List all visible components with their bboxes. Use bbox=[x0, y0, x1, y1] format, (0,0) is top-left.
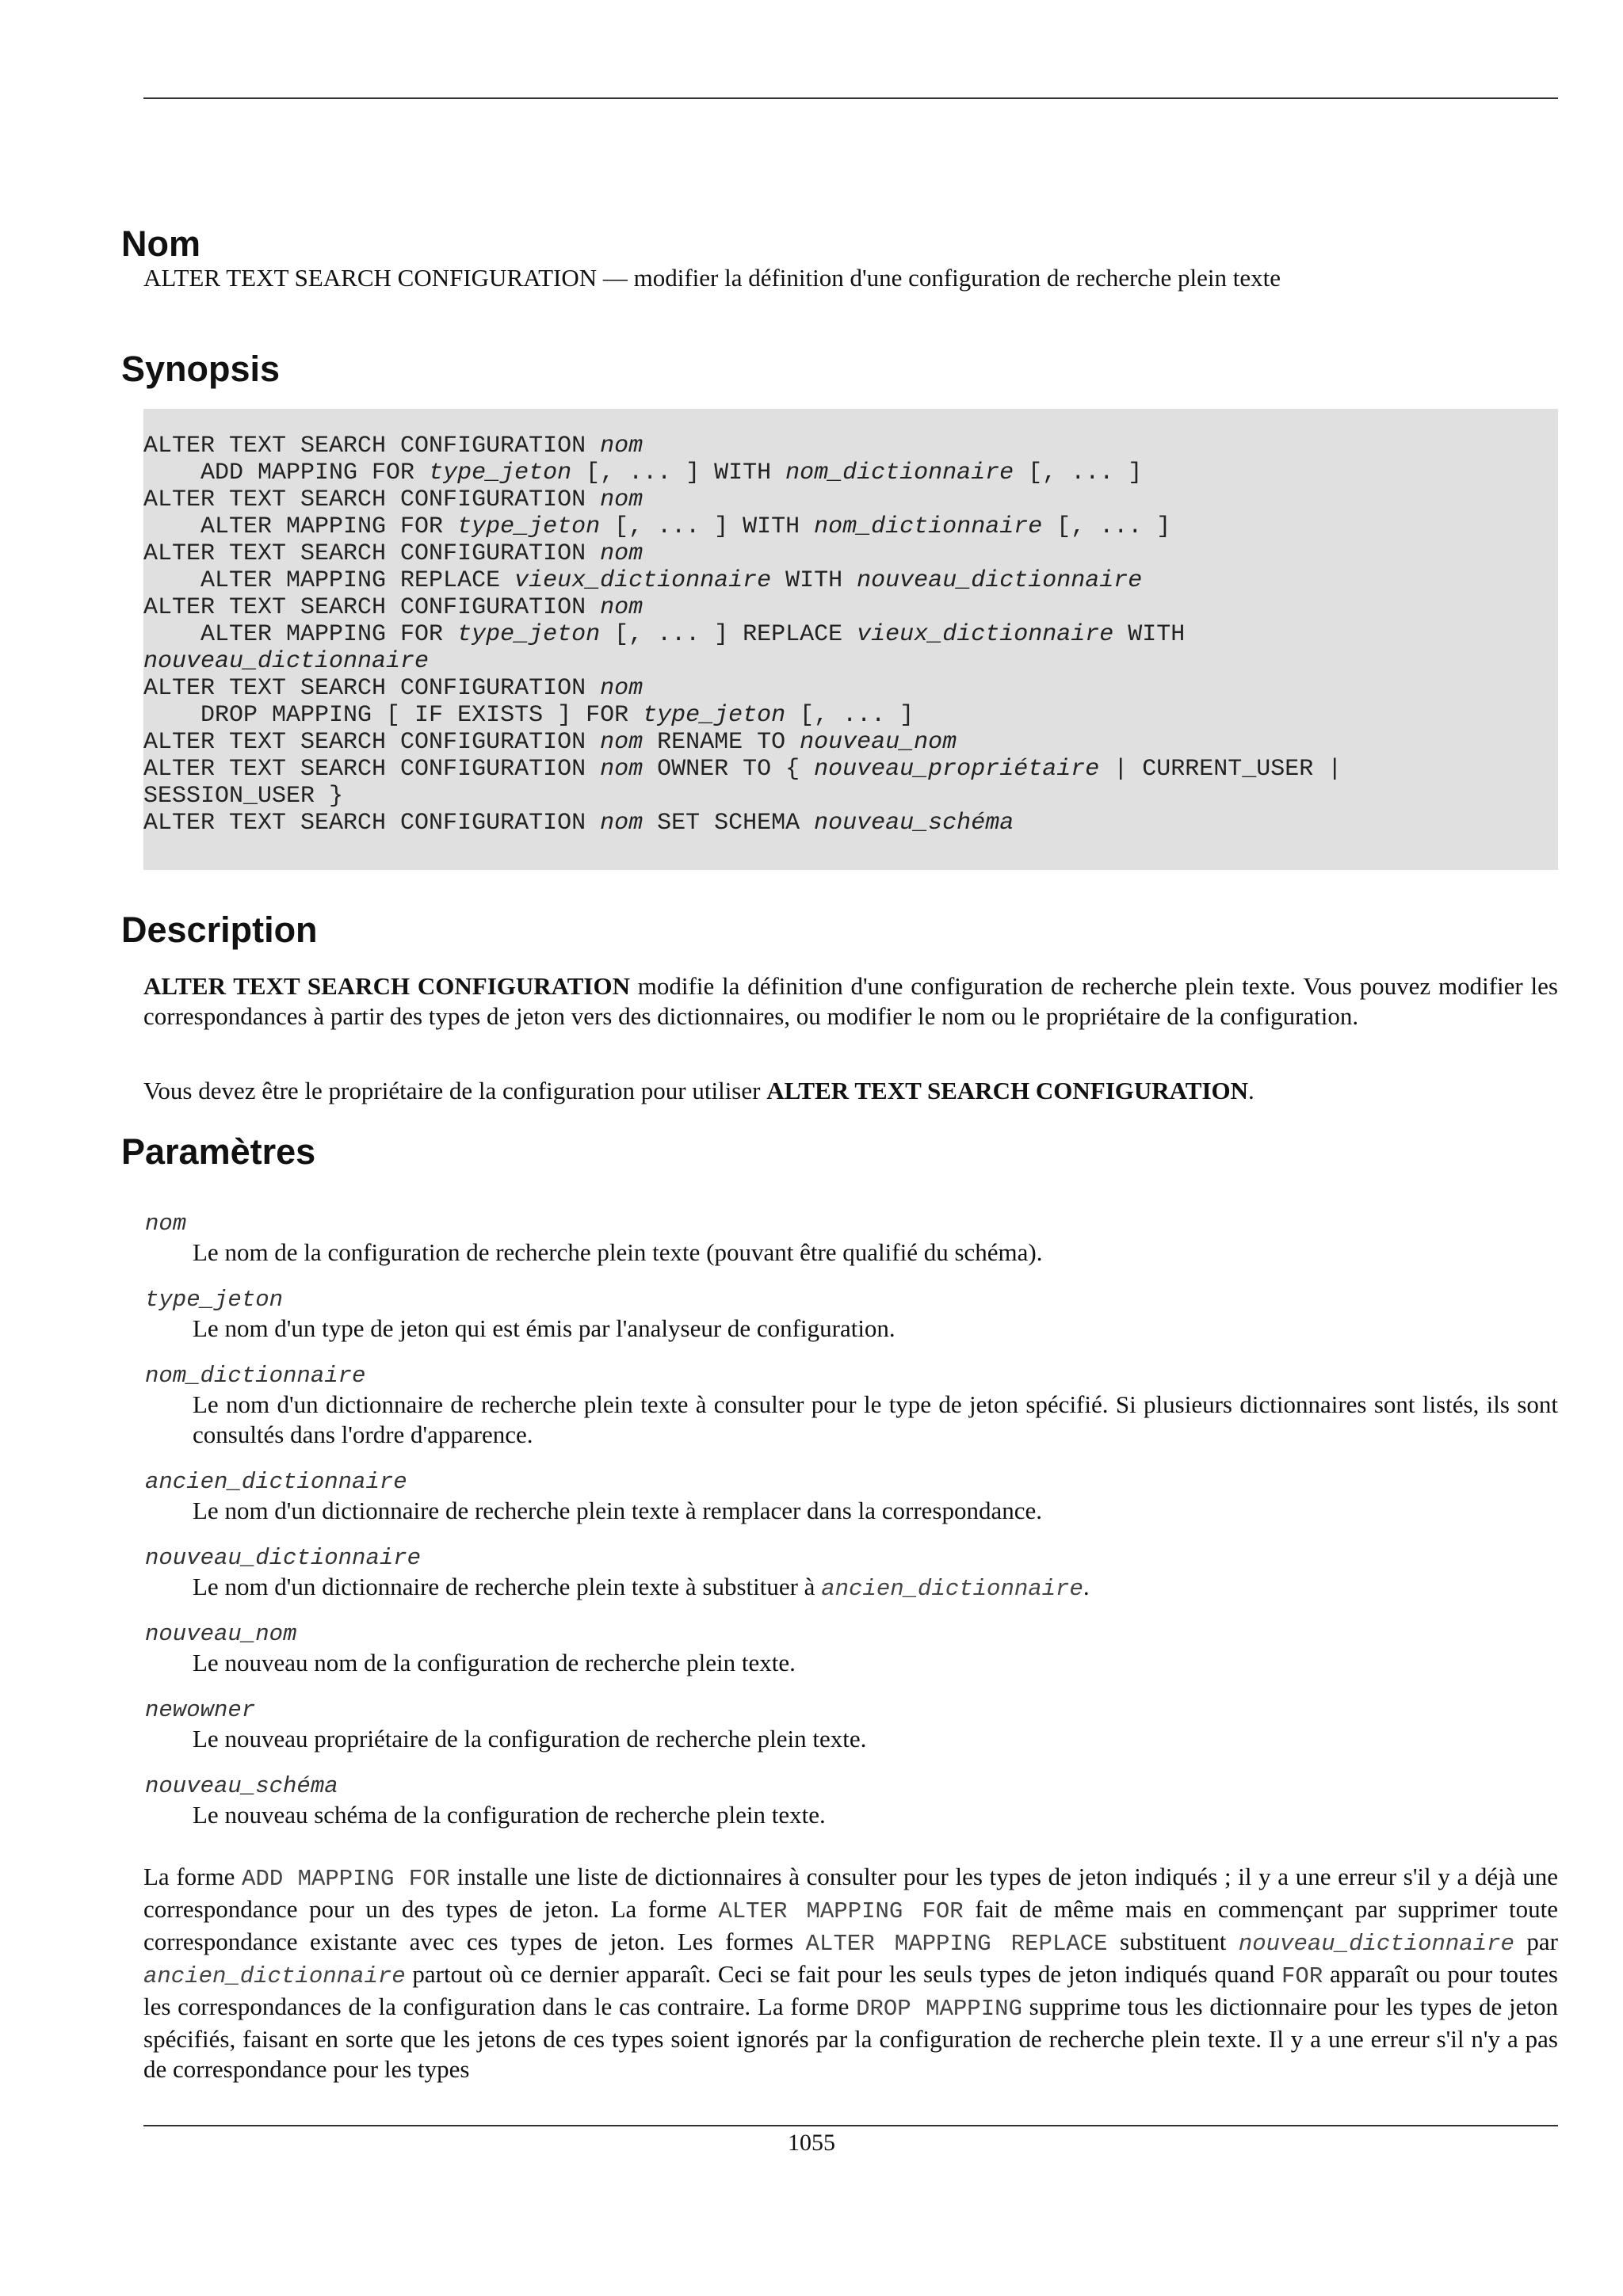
synopsis-placeholder: nom_dictionnaire bbox=[785, 460, 1014, 486]
inline-code: ancien_dictionnaire bbox=[143, 1963, 406, 1989]
param-term: nouveau_dictionnaire bbox=[145, 1545, 422, 1571]
synopsis-keyword-text: [, ... ] bbox=[785, 702, 915, 729]
synopsis-code bbox=[143, 433, 1342, 837]
inline-code: ADD MAPPING FOR bbox=[242, 1866, 450, 1892]
param-definition: Le nouveau nom de la configuration de recherche plein texte. bbox=[193, 1649, 796, 1676]
section-heading-synopsis: Synopsis bbox=[121, 349, 281, 389]
paragraph-text: par bbox=[1514, 1928, 1558, 1955]
paragraph-text: installe une liste de dictionnaires à consulter pour les types de jeton indiqués ; il y a une erreur s'il y a déjà une correspondance pour un des types de jeton. La forme bbox=[143, 1863, 1558, 1923]
synopsis-placeholder: nouveau_propriétaire bbox=[814, 756, 1100, 783]
inline-code: ancien_dictionnaire bbox=[821, 1576, 1083, 1602]
param-term: nom_dictionnaire bbox=[145, 1363, 366, 1389]
synopsis-placeholder: nouveau_nom bbox=[800, 729, 957, 756]
paragraph-text: partout où ce dernier apparaît. Ceci se fait pour les seuls types de jeton indiqués quand bbox=[405, 1960, 1282, 1988]
synopsis-keyword-text: ALTER MAPPING FOR bbox=[143, 621, 458, 648]
description-paragraph-1 bbox=[143, 971, 1558, 1032]
synopsis-code-block bbox=[143, 409, 1558, 870]
synopsis-keyword-text: WITH bbox=[771, 567, 857, 594]
paragraph-text: substituent bbox=[1107, 1928, 1239, 1955]
section-heading-nom: Nom bbox=[121, 223, 200, 264]
param-definition bbox=[193, 1572, 1558, 1604]
paragraph-text: apparaît ou pour toutes les correspondances de la configuration dans le cas contraire. La forme bbox=[143, 1960, 1558, 2020]
param-term: ancien_dictionnaire bbox=[145, 1469, 407, 1495]
inline-code: ALTER MAPPING FOR bbox=[718, 1898, 964, 1924]
synopsis-placeholder: nom bbox=[600, 594, 643, 621]
param-term: nouveau_nom bbox=[145, 1621, 297, 1647]
param-term: nom bbox=[145, 1211, 187, 1237]
paragraph-text: La forme bbox=[143, 1863, 242, 1890]
synopsis-keyword-text: [, ... ] WITH bbox=[600, 513, 815, 540]
synopsis-keyword-text: [, ... ] WITH bbox=[571, 460, 786, 486]
description-text: . bbox=[1248, 1077, 1254, 1104]
synopsis-placeholder: vieux_dictionnaire bbox=[857, 621, 1114, 648]
section-heading-parametres: Paramètres bbox=[121, 1131, 316, 1172]
synopsis-keyword-text: ALTER TEXT SEARCH CONFIGURATION bbox=[143, 433, 601, 460]
synopsis-placeholder: nouveau_schéma bbox=[814, 810, 1014, 837]
paragraph-text: supprime tous les dictionnaire pour les types de jeton spécifiés, faisant en sorte que les jetons de ces types soient ignorés par la configuration de recherche plein texte. Il y a une erreur s'il n'y a pas de correspondance pour les types bbox=[143, 1993, 1558, 2083]
synopsis-keyword-text: ALTER TEXT SEARCH CONFIGURATION bbox=[143, 675, 601, 702]
synopsis-placeholder: type_jeton bbox=[643, 702, 786, 729]
synopsis-placeholder: nom bbox=[600, 810, 643, 837]
synopsis-keyword-text: WITH bbox=[1113, 621, 1186, 648]
synopsis-placeholder: nom_dictionnaire bbox=[814, 513, 1043, 540]
synopsis-placeholder: type_jeton bbox=[429, 460, 572, 486]
synopsis-keyword-text: SESSION_USER } bbox=[143, 783, 344, 810]
synopsis-keyword-text: OWNER TO { bbox=[643, 756, 815, 783]
synopsis-keyword-text: ALTER TEXT SEARCH CONFIGURATION bbox=[143, 810, 601, 837]
synopsis-keyword-text: ALTER TEXT SEARCH CONFIGURATION bbox=[143, 729, 601, 756]
synopsis-placeholder: nom bbox=[600, 729, 643, 756]
synopsis-keyword-text: ALTER TEXT SEARCH CONFIGURATION bbox=[143, 540, 601, 567]
synopsis-keyword-text: ALTER MAPPING REPLACE bbox=[143, 567, 515, 594]
synopsis-placeholder: nom bbox=[600, 756, 643, 783]
param-definition: Le nouveau propriétaire de la configuration de recherche plein texte. bbox=[193, 1725, 867, 1753]
synopsis-placeholder: type_jeton bbox=[457, 513, 601, 540]
synopsis-placeholder: nom bbox=[600, 433, 643, 460]
param-definition-text: . bbox=[1083, 1573, 1090, 1600]
synopsis-placeholder: nouveau_dictionnaire bbox=[857, 567, 1143, 594]
section-heading-description: Description bbox=[121, 910, 318, 950]
description-text: modifie la définition d'une configuration de recherche plein texte. Vous pouvez modifier les correspondances à partir des types de jeton vers des dictionnaires, ou modifier le nom ou le propriétaire de la configuration. bbox=[143, 972, 1558, 1030]
inline-code: ALTER MAPPING REPLACE bbox=[805, 1931, 1108, 1957]
synopsis-keyword-text: ALTER TEXT SEARCH CONFIGURATION bbox=[143, 594, 601, 621]
synopsis-keyword-text: ALTER MAPPING FOR bbox=[143, 513, 458, 540]
param-term: type_jeton bbox=[145, 1287, 284, 1313]
nom-line: ALTER TEXT SEARCH CONFIGURATION — modifier la définition d'une configuration de recherche plein texte bbox=[143, 264, 1281, 292]
command-name: ALTER TEXT SEARCH CONFIGURATION bbox=[766, 1077, 1249, 1104]
param-definition: Le nom d'un dictionnaire de recherche plein texte à consulter pour le type de jeton spécifié. Si plusieurs dictionnaires sont listés, ils sont consultés dans l'ordre d'apparence. bbox=[193, 1390, 1558, 1448]
inline-code: DROP MAPPING bbox=[856, 1996, 1022, 2022]
header-rule bbox=[143, 97, 1558, 99]
synopsis-keyword-text: [, ... ] REPLACE bbox=[600, 621, 857, 648]
description-paragraph-2 bbox=[143, 1076, 1558, 1106]
inline-code: FOR bbox=[1281, 1963, 1323, 1989]
synopsis-placeholder: nom bbox=[600, 486, 643, 513]
synopsis-placeholder: type_jeton bbox=[457, 621, 601, 648]
command-name: ALTER TEXT SEARCH CONFIGURATION bbox=[143, 972, 630, 1000]
page-number: 1055 bbox=[788, 2130, 835, 2156]
synopsis-keyword-text: ALTER TEXT SEARCH CONFIGURATION bbox=[143, 486, 601, 513]
param-definition: Le nouveau schéma de la configuration de recherche plein texte. bbox=[193, 1801, 826, 1829]
synopsis-keyword-text: DROP MAPPING [ IF EXISTS ] FOR bbox=[143, 702, 643, 729]
synopsis-keyword-text: RENAME TO bbox=[643, 729, 800, 756]
forms-explanation-paragraph bbox=[143, 1862, 1558, 2084]
description-text: Vous devez être le propriétaire de la configuration pour utiliser bbox=[143, 1077, 767, 1104]
paragraph-text: fait de même mais en commençant par supprimer toute correspondance existante avec ces types de jeton. Les formes bbox=[143, 1895, 1558, 1955]
footer-rule bbox=[143, 2125, 1558, 2126]
synopsis-keyword-text: [, ... ] bbox=[1014, 460, 1143, 486]
param-definition: Le nom de la configuration de recherche plein texte (pouvant être qualifié du schéma). bbox=[193, 1238, 1043, 1266]
synopsis-keyword-text: [, ... ] bbox=[1042, 513, 1171, 540]
param-definition: Le nom d'un dictionnaire de recherche plein texte à remplacer dans la correspondance. bbox=[193, 1497, 1042, 1524]
param-term: nouveau_schéma bbox=[145, 1773, 338, 1799]
param-definition-text: Le nom d'un dictionnaire de recherche plein texte à substituer à bbox=[193, 1573, 822, 1600]
param-term: newowner bbox=[145, 1697, 256, 1723]
synopsis-placeholder: nom bbox=[600, 540, 643, 567]
synopsis-placeholder: nom bbox=[600, 675, 643, 702]
synopsis-placeholder: vieux_dictionnaire bbox=[514, 567, 772, 594]
inline-code: nouveau_dictionnaire bbox=[1238, 1931, 1514, 1957]
synopsis-keyword-text: ADD MAPPING FOR bbox=[143, 460, 430, 486]
synopsis-keyword-text: SET SCHEMA bbox=[643, 810, 815, 837]
param-definition: Le nom d'un type de jeton qui est émis par l'analyseur de configuration. bbox=[193, 1314, 896, 1342]
synopsis-placeholder: nouveau_dictionnaire bbox=[143, 648, 430, 675]
synopsis-keyword-text: | CURRENT_USER | bbox=[1099, 756, 1342, 783]
synopsis-keyword-text: ALTER TEXT SEARCH CONFIGURATION bbox=[143, 756, 601, 783]
